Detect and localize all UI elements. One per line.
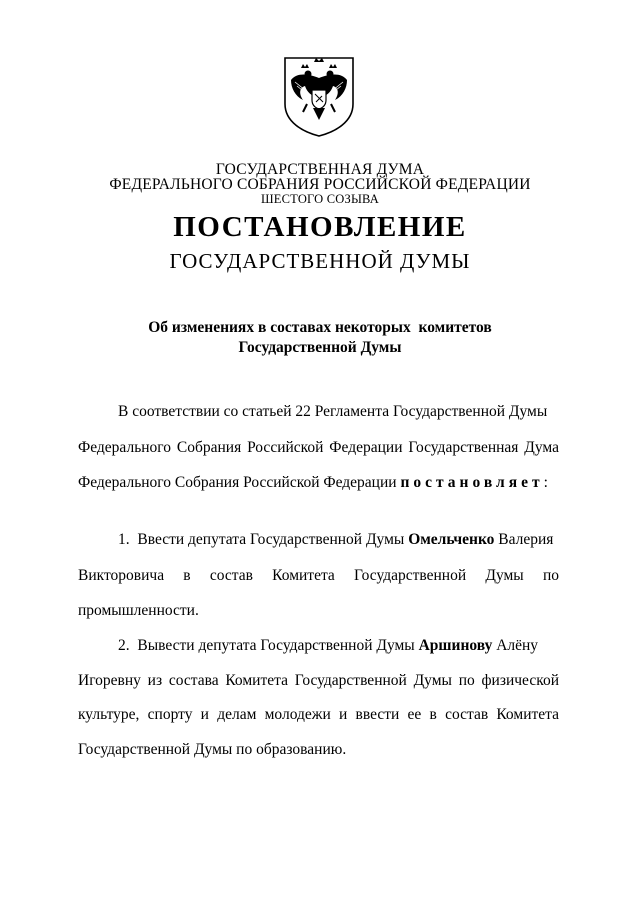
subject-line-1: Об изменениях в составах некоторых комитетов (148, 319, 492, 336)
preamble-line-3 (78, 474, 548, 492)
preamble-line-3-text: Федерального Собрания Российской Федерации (78, 474, 401, 491)
item2-line-3-text: культуре, спорту и делам молодежи и ввести ее в состав Комитета (78, 706, 559, 723)
item2-line-3 (78, 706, 559, 724)
deputy-name-omelchenko: Омельченко (408, 531, 495, 548)
header-line-federal-assembly: ФЕДЕРАЛЬНОГО СОБРАНИЯ РОССИЙСКОЙ ФЕДЕРАЦИИ (109, 176, 531, 193)
coat-of-arms-icon (279, 56, 359, 138)
item1-line-2-text: Викторовича в состав Комитета Государственной Думы по (78, 567, 559, 584)
document-title: ПОСТАНОВЛЕНИЕ (173, 211, 467, 243)
resolves-word: постановляет (400, 474, 544, 491)
item2-line-2-text: Игоревну из состава Комитета Государственной Думы по физической (78, 672, 559, 689)
header-line-duma: ГОСУДАРСТВЕННАЯ ДУМА (215, 161, 425, 178)
header-line-convocation: ШЕСТОГО СОЗЫВА (260, 192, 380, 206)
document-subject (0, 318, 640, 358)
document-subtitle: ГОСУДАРСТВЕННОЙ ДУМЫ (169, 249, 471, 273)
item1-line-1 (118, 531, 553, 549)
item1-line-1-text: 1. Ввести депутата Государственной Думы (118, 531, 409, 548)
item1-line-1-end: Валерия (494, 531, 554, 548)
deputy-name-arshinova: Аршинову (418, 637, 493, 654)
item2-line-1-end: Алёну (492, 637, 539, 654)
item2-line-1 (118, 637, 538, 655)
preamble-line-2-text: Федерального Собрания Российской Федерации Государственная Дума (78, 439, 559, 456)
item2-line-4: Государственной Думы по образованию. (78, 741, 347, 758)
preamble-line-3-end: : (543, 474, 548, 491)
item2-line-2 (78, 672, 559, 690)
preamble-line-1: В соответствии со статьей 22 Регламента Государственной Думы (118, 403, 548, 420)
preamble-line-2 (78, 439, 559, 457)
item1-line-3: промышленности. (78, 602, 199, 619)
item1-line-2 (78, 567, 559, 585)
subject-line-2: Государственной Думы (238, 339, 402, 356)
item2-line-1-text: 2. Вывести депутата Государственной Думы (118, 637, 419, 654)
